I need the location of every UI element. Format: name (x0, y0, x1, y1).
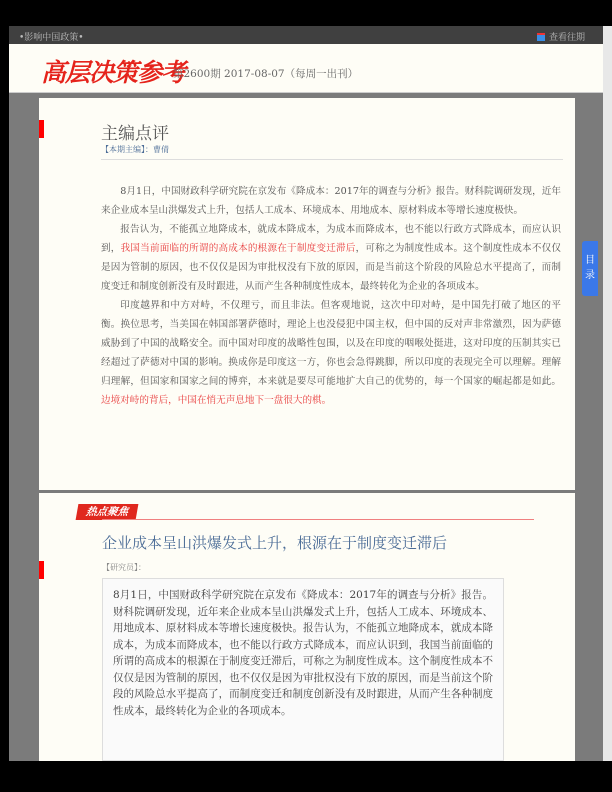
paragraph (101, 296, 561, 410)
vertical-scrollbar[interactable] (603, 26, 612, 761)
researcher-credit: 【研究员】： (102, 563, 146, 572)
editor-credit: 【本期主编】：曹倩 (101, 145, 169, 154)
section-marker (39, 120, 44, 138)
article-excerpt: 8月1日，中国财政科学研究院在京发布《降成本：2017年的调查与分析》报告。财科院调研发现，近年来企业成本呈山洪爆发式上升，包括人工成本、环境成本、用地成本、原材料成本等增长速度极快。报告认为，不能孤立地降成本，就成本降成本，为成本而降成本，也不能以行政方式降成本，而应认识到，我国当前面临的所谓的高成本的根源在于制度变迁滞后，可称之为制度性成本。这个制度性成本不仅仅是因为管制的原因，也不仅仅是因为审批权没有下放的原因，而是当前这个阶段的风险总水平提高了，而制度变迁和制度创新没有及时跟进，从而产生各种制度性成本，最终转化为企业的各项成本。 (102, 578, 504, 761)
editorial-panel (39, 98, 575, 490)
section-marker (39, 561, 44, 579)
text: 报告认为，不能孤立地降成本，就成本降成本，为成本而降成本，也不能以行政方式降成本，而应认识到， (101, 224, 561, 254)
top-bar (9, 26, 603, 44)
calendar-icon (537, 33, 545, 41)
masthead (9, 44, 612, 93)
paragraph (101, 220, 561, 296)
editorial-title: 主编点评 (101, 124, 169, 144)
toc-tab-button[interactable]: 目录 (582, 241, 598, 296)
text: 8月1日，中国财政科学研究院在京发布《降成本：2017年的调查与分析》报告。财科院调研发现，近年来企业成本呈山洪爆发式上升，包括人工成本、环境成本、用地成本、原材料成本等增长速度极快。 (101, 186, 561, 216)
article-title[interactable]: 企业成本呈山洪爆发式上升，根源在于制度变迁滞后 (102, 534, 448, 552)
text: 印度越界和中方对峙，不仅理亏，而且非法。但客观地说，这次中印对峙，是中国先打破了地区的平衡。换位思考，当美国在韩国部署萨德时，理论上也没侵犯中国主权，但中国的反对声非常激烈，因为萨德威胁到了中国的战略安全。而中国对印度的战略性包围，以及在印度的咽喉处挺进，这对印度的压制其实已经超过了萨德对中国的影响。换成你是印度这一方，你也会急得跳脚，所以印度的表现完全可以理解。理解归理解，但国家和国家之间的博弈，本来就是要尽可能地扩大自己的优势的，每一个国家的崛起都是如此。 (101, 300, 561, 387)
slogan: •影响中国政策• (19, 33, 84, 43)
editorial-body (101, 182, 561, 410)
view-archive-label: 查看往期 (548, 33, 585, 43)
text: ，可称之为制度性成本。这个制度性成本不仅仅是因为管制的原因，也不仅仅是因为审批权没有下放的原因，而是当前这个阶段的风险总水平提高了，而制度变迁和制度创新没有及时跟进，从而产生各种制度性成本，最终转化为企业的各项成本。 (101, 243, 562, 292)
hot-focus-rule (102, 519, 534, 520)
hot-focus-tag: 热点聚焦 (76, 504, 139, 520)
logo: 高层决策参考 (41, 58, 186, 87)
view-archive-link[interactable] (537, 30, 585, 43)
highlight-text: 边境对峙的背后，中国在悄无声息地下一盘很大的棋。 (101, 395, 332, 406)
divider (101, 159, 563, 160)
issue-info: 第2600期 2017-08-07（每周一出刊） (173, 68, 359, 80)
highlight-text: 我国当前面临的所谓的高成本的根源在于制度变迁滞后 (120, 243, 356, 254)
paragraph (101, 182, 561, 220)
